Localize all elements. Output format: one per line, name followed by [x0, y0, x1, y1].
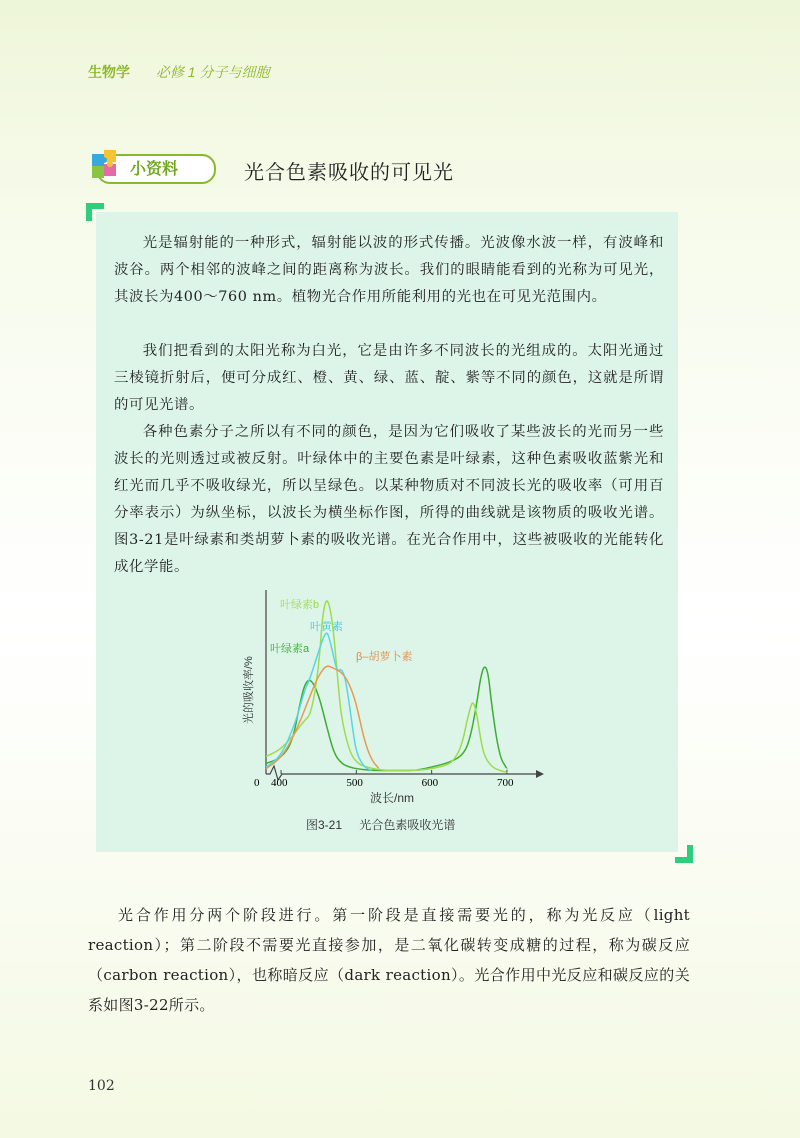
- corner-mark-bottom-right: [675, 845, 693, 863]
- box-title: 光合色素吸收的可见光: [244, 160, 454, 184]
- header-volume: 必修 1 分子与细胞: [155, 64, 270, 80]
- legend-chlorophyll-a: 叶绿素a: [270, 643, 310, 655]
- x-ticks: [271, 770, 514, 789]
- figure-caption-text: 光合色素吸收光谱: [359, 818, 456, 832]
- header-subject: 生物学: [88, 64, 130, 80]
- legend-carotene: β–胡萝卜素: [356, 651, 413, 663]
- x-tick-label: 700: [496, 777, 514, 789]
- figure-number: 图3-21: [306, 818, 343, 832]
- box-paragraph-2: 我们把看到的太阳光称为白光，它是由许多不同波长的光组成的。太阳光通过三棱镜折射后，便可分成红、橙、黄、绿、蓝、靛、紫等不同的颜色，这就是所谓的可见光谱。: [114, 343, 664, 413]
- badge-label: 小资料: [130, 161, 179, 178]
- series-line-3: [266, 666, 379, 769]
- page-number: 102: [88, 1078, 115, 1094]
- box-paragraph-1: 光是辐射能的一种形式，辐射能以波的形式传播。光波像水波一样，有波峰和波谷。两个相邻的波峰之间的距离称为波长。我们的眼睛能看到的光称为可见光，其波长为400～760 nm。植物光合作用所能利用的光也在可见光范围内。: [114, 235, 664, 305]
- x-tick-label: 500: [346, 777, 363, 789]
- origin-label: 0: [254, 777, 260, 789]
- x-axis-arrow: [536, 770, 544, 778]
- x-tick-label: 400: [271, 777, 288, 789]
- main-paragraph: 光合作用分两个阶段进行。第一阶段是直接需要光的，称为光反应（light reaction）；第二阶段不需要光直接参加，是二氧化碳转变成糖的过程，称为碳反应（carbon reaction），也称暗反应（dark reaction）。光合作用中光反应和碳反应的关系如图3-22所示。: [88, 906, 690, 1014]
- series-line-0: [266, 667, 507, 770]
- x-tick-label: 600: [421, 777, 439, 789]
- absorption-spectrum-chart: [243, 584, 546, 834]
- box-paragraph-3: 各种色素分子之所以有不同的颜色，是因为它们吸收了某些波长的光而另一些波长的光则透过或被反射。叶绿体中的主要色素是叶绿素，这种色素吸收蓝紫光和红光而几乎不吸收绿光，所以呈绿色。以某种物质对不同波长光的吸收率（可用百分率表示）为纵坐标，以波长为横坐标作图，所得的曲线就是该物质的吸收光谱。图3-21是叶绿素和类胡萝卜素的吸收光谱。在光合作用中，这些被吸收的光能转化成化学能。: [114, 424, 664, 575]
- legend-lutein: 叶黄素: [310, 621, 343, 633]
- series-line-1: [266, 601, 507, 772]
- series-lines: [266, 601, 507, 772]
- y-axis-label: 光的吸收率/%: [243, 656, 255, 724]
- puzzle-icon: [88, 150, 128, 184]
- chart-svg: [243, 584, 546, 814]
- figure-caption: [306, 816, 455, 833]
- info-badge: [88, 150, 218, 184]
- legend-chlorophyll-b: 叶绿素b: [280, 599, 320, 611]
- running-header: [88, 62, 269, 82]
- x-axis-label: 波长/nm: [370, 791, 415, 805]
